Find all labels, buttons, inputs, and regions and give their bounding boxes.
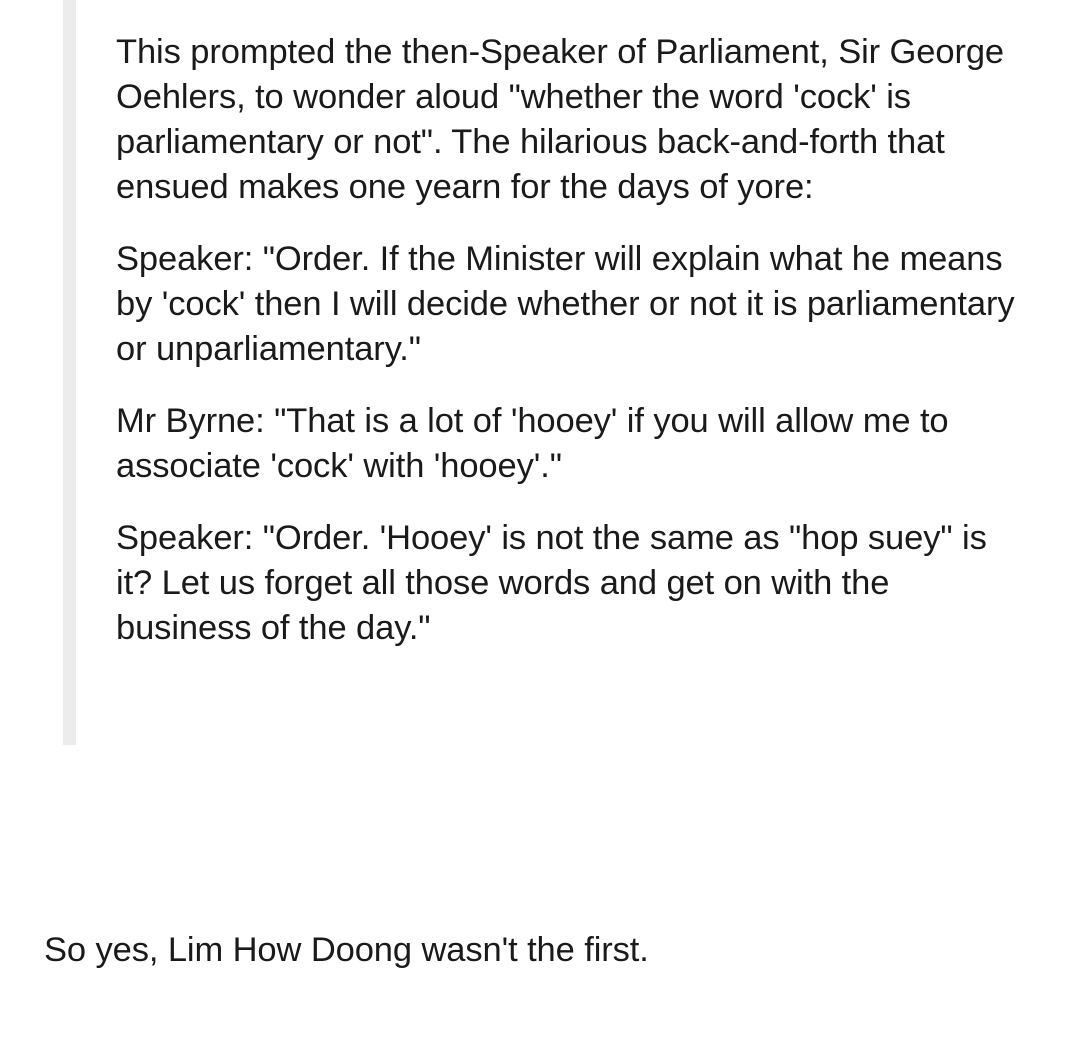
- closing-paragraph: So yes, Lim How Doong wasn't the first.: [44, 931, 649, 969]
- quote-paragraph-intro: This prompted the then-Speaker of Parliament, Sir George Oehlers, to wonder aloud "whether the word 'cock' is parliamentary or not". The hilarious back-and-forth that ensued makes one yearn for the days of yore:: [116, 33, 1005, 206]
- quote-paragraph-mr-byrne: Mr Byrne: "That is a lot of 'hooey' if you will allow me to associate 'cock' with 'hooey'.": [116, 402, 949, 485]
- quote-paragraph-speaker-2: Speaker: "Order. 'Hooey' is not the same as "hop suey" is it? Let us forget all those words and get on with the business of the day.": [116, 519, 987, 647]
- blockquote-bar: [63, 0, 76, 745]
- blockquote: [116, 30, 1016, 678]
- quote-paragraph-speaker-1: Speaker: "Order. If the Minister will explain what he means by 'cock' then I will decide whether or not it is parliamentary or unparliamentary.": [116, 240, 1015, 368]
